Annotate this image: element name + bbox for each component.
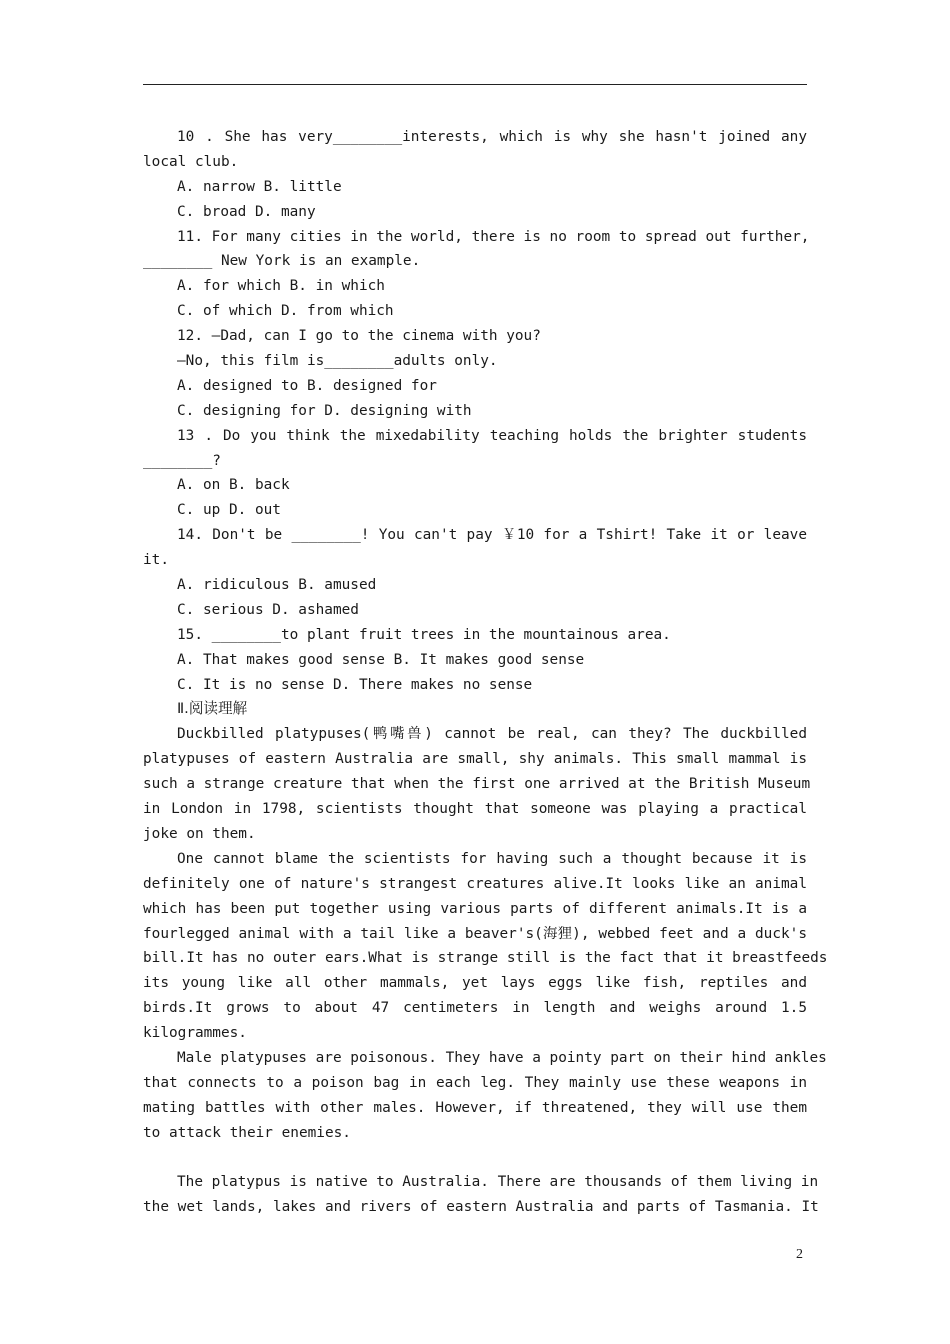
passage-line: birds.It grows to about 47 centimeters in length and weighs around 1.5 <box>143 1000 807 1017</box>
question-option: C. serious D. ashamed <box>177 601 359 618</box>
question-option: C. designing for D. designing with <box>177 402 472 419</box>
question-stem: 11. For many cities in the world, there is no room to spread out further, <box>177 228 810 245</box>
header-rule <box>143 84 807 85</box>
question-option: A. designed to B. designed for <box>177 377 437 394</box>
passage-line: The platypus is native to Australia. There are thousands of them living in <box>177 1174 819 1191</box>
passage-line: Male platypuses are poisonous. They have a pointy part on their hind ankles <box>177 1049 827 1066</box>
question-option: A. narrow B. little <box>177 178 342 195</box>
question-stem: 13 . Do you think the mixedability teaching holds the brighter students <box>177 427 807 444</box>
passage-line: fourlegged animal with a tail like a beaver's(海狸), webbed feet and a duck's <box>143 925 807 942</box>
question-option: C. up D. out <box>177 502 281 519</box>
passage-line: Duckbilled platypuses(鸭嘴兽) cannot be real, can they? The duckbilled <box>177 726 807 743</box>
question-option: A. That makes good sense B. It makes good sense <box>177 651 585 668</box>
question-option: A. on B. back <box>177 477 290 494</box>
question-option: C. broad D. many <box>177 203 316 220</box>
passage-line: in London in 1798, scientists thought that someone was playing a practical <box>143 801 807 818</box>
passage-line: which has been put together using various parts of different animals.It is a <box>143 900 807 917</box>
page-number: 2 <box>796 1247 803 1262</box>
section-heading: Ⅱ.阅读理解 <box>177 700 248 718</box>
passage-line: its young like all other mammals, yet lays eggs like fish, reptiles and <box>143 975 807 992</box>
question-option: A. for which B. in which <box>177 278 385 295</box>
passage-line: the wet lands, lakes and rivers of eastern Australia and parts of Tasmania. It <box>143 1199 819 1216</box>
page-body <box>143 125 828 1220</box>
passage-line: such a strange creature that when the first one arrived at the British Museum <box>143 776 811 793</box>
passage-line: platypuses of eastern Australia are small, shy animals. This small mammal is <box>143 751 807 768</box>
question-stem: —No, this film is________adults only. <box>177 353 498 370</box>
question-stem: 14. Don't be ________! You can't pay ￥10 for a Tshirt! Take it or leave <box>177 527 807 544</box>
question-stem: ________? <box>143 452 221 469</box>
passage-line: that connects to a poison bag in each leg. They mainly use these weapons in <box>143 1074 807 1091</box>
question-stem: local club. <box>143 153 239 170</box>
passage-line: mating battles with other males. However, if threatened, they will use them <box>143 1099 807 1116</box>
passage-line: kilogrammes. <box>143 1025 247 1042</box>
question-stem: 12. —Dad, can I go to the cinema with you? <box>177 328 541 345</box>
question-stem: it. <box>143 552 169 569</box>
passage-line: bill.It has no outer ears.What is strange still is the fact that it breastfeeds <box>143 950 828 967</box>
passage-line: to attack their enemies. <box>143 1124 351 1141</box>
question-stem: 15. ________to plant fruit trees in the mountainous area. <box>177 626 671 643</box>
paragraph-gap <box>143 1146 807 1171</box>
question-option: C. It is no sense D. There makes no sense <box>177 676 533 693</box>
question-stem: ________ New York is an example. <box>143 253 421 270</box>
question-stem: 10 . She has very________interests, which is why she hasn't joined any <box>177 129 807 145</box>
passage-line: definitely one of nature's strangest creatures alive.It looks like an animal <box>143 875 807 892</box>
passage-line: joke on them. <box>143 825 256 842</box>
question-option: A. ridiculous B. amused <box>177 577 377 594</box>
passage-line: One cannot blame the scientists for having such a thought because it is <box>177 850 807 867</box>
question-option: C. of which D. from which <box>177 303 394 320</box>
